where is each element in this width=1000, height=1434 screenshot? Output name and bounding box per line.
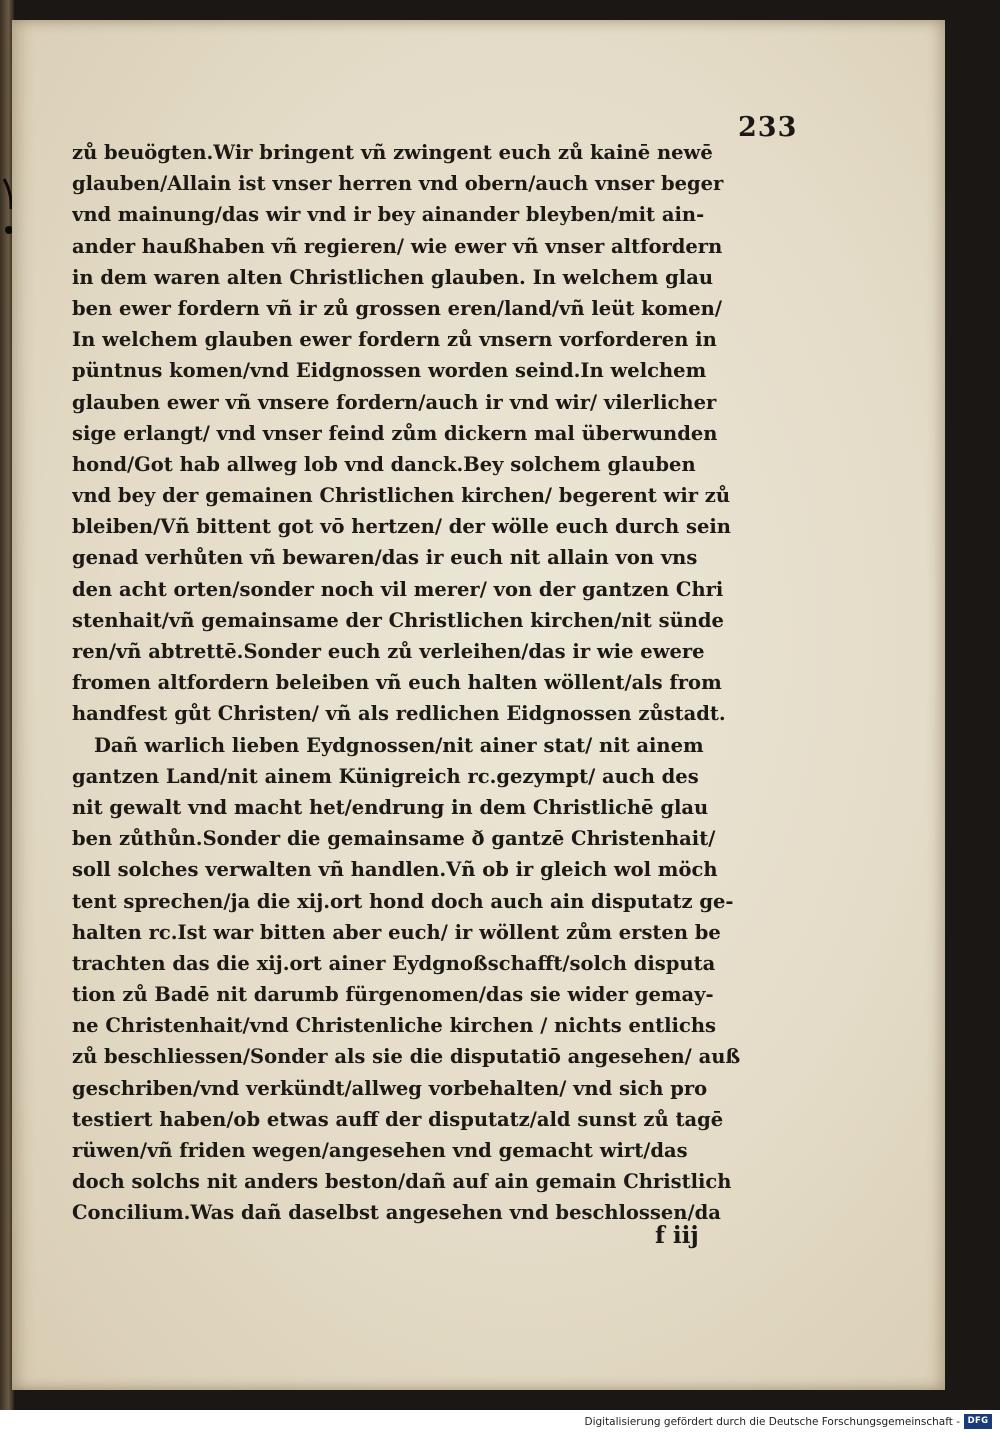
text-line: In welchem glauben ewer fordern zů vnsern vorforderen in (72, 328, 717, 352)
text-line: Concilium.Was dañ daselbst angesehen vnd beschlossen/da (72, 1201, 721, 1225)
text-line: handfest gůt Christen/ vñ als redlichen Eidgnossen zůstadt. (72, 702, 726, 726)
footer-credit: Digitalisierung gefördert durch die Deutsche Forschungsgemeinschaft - (584, 1416, 960, 1428)
text-line: doch solchs nit anders beston/dañ auf ain gemain Christlich (72, 1170, 732, 1194)
text-line: rüwen/vñ friden wegen/angesehen vnd gemacht wirt/das (72, 1139, 688, 1162)
text-line: testiert haben/ob etwas auff der disputatz/ald sunst zů tagē (72, 1107, 724, 1131)
text-line: glauben ewer vñ vnsere fordern/auch ir vnd wir/ vilerlicher (72, 390, 717, 414)
text-line: hond/Got hab allweg lob vnd danck.Bey solchem glauben (72, 452, 696, 476)
text-line: vnd mainung/das wir vnd ir bey ainander bleyben/mit ain- (72, 203, 705, 227)
text-line: zů beschliessen/Sonder als sie die disputatiō angesehen/ auß (72, 1045, 741, 1069)
text-line: ren/vñ abtrettē.Sonder euch zů verleihen/das ir wie ewere (72, 640, 705, 663)
text-line: püntnus komen/vnd Eidgnossen worden seind.In welchem (72, 359, 707, 383)
text-line: nit gewalt vnd macht het/endrung in dem Christlichē glau (72, 795, 709, 819)
text-line: geschriben/vnd verkündt/allweg vorbehalten/ vnd sich pro (72, 1076, 708, 1100)
text-line: sige erlangt/ vnd vnser feind zům dickern mal überwunden (72, 421, 718, 445)
footer-bar (0, 1410, 1000, 1434)
page-text (72, 137, 792, 1229)
text-line: fromen altfordern beleiben vñ euch halten wöllent/als from (72, 671, 722, 695)
text-line: trachten das die xij.ort ainer Eydgnoßschafft/solch disputa (72, 951, 716, 975)
text-line: ander haußhaben vñ regieren/ wie ewer vñ vnser altfordern (72, 234, 723, 258)
text-line: ben ewer fordern vñ ir zů grossen eren/land/vñ leüt komen/ (72, 296, 722, 320)
text-line: bleiben/Vñ bittent got vō hertzen/ der wölle euch durch sein (72, 515, 731, 539)
text-line: genad verhůten vñ bewaren/das ir euch nit allain von vns (72, 546, 698, 570)
text-line: tent sprechen/ja die xij.ort hond doch auch ain disputatz ge- (72, 889, 734, 913)
text-line: gantzen Land/nit ainem Künigreich rc.gezympt/ auch des (72, 764, 699, 788)
text-line: vnd bey der gemainen Christlichen kirchen/ begerent wir zů (72, 484, 731, 508)
text-line: glauben/Allain ist vnser herren vnd obern/auch vnser beger (72, 172, 724, 196)
dfg-logo: DFG (964, 1414, 992, 1429)
text-line: in dem waren alten Christlichen glauben. In welchem glau (72, 265, 714, 289)
text-line: ne Christenhait/vnd Christenliche kirchen / nichts entlichs (72, 1014, 716, 1038)
page-number: 233 (738, 112, 798, 143)
text-line: zů beuögten.Wir bringent vñ zwingent euch zů kainē newē (72, 141, 713, 164)
text-line: halten rc.Ist war bitten aber euch/ ir wöllent zům ersten be (72, 920, 721, 944)
text-line: ben zůthůn.Sonder die gemainsame ð gantzē Christenhait/ (72, 827, 716, 851)
text-line: tion zů Badē nit darumb fürgenomen/das sie wider gemay- (72, 983, 714, 1007)
signature-mark: f iij (655, 1222, 699, 1249)
text-line: stenhait/vñ gemainsame der Christlichen kirchen/nit sünde (72, 608, 724, 632)
text-line: soll solches verwalten vñ handlen.Vñ ob ir gleich wol möch (72, 858, 718, 882)
text-line: Dañ warlich lieben Eydgnossen/nit ainer stat/ nit ainem (94, 733, 704, 757)
text-line: den acht orten/sonder noch vil merer/ von der gantzen Chri (72, 577, 724, 601)
